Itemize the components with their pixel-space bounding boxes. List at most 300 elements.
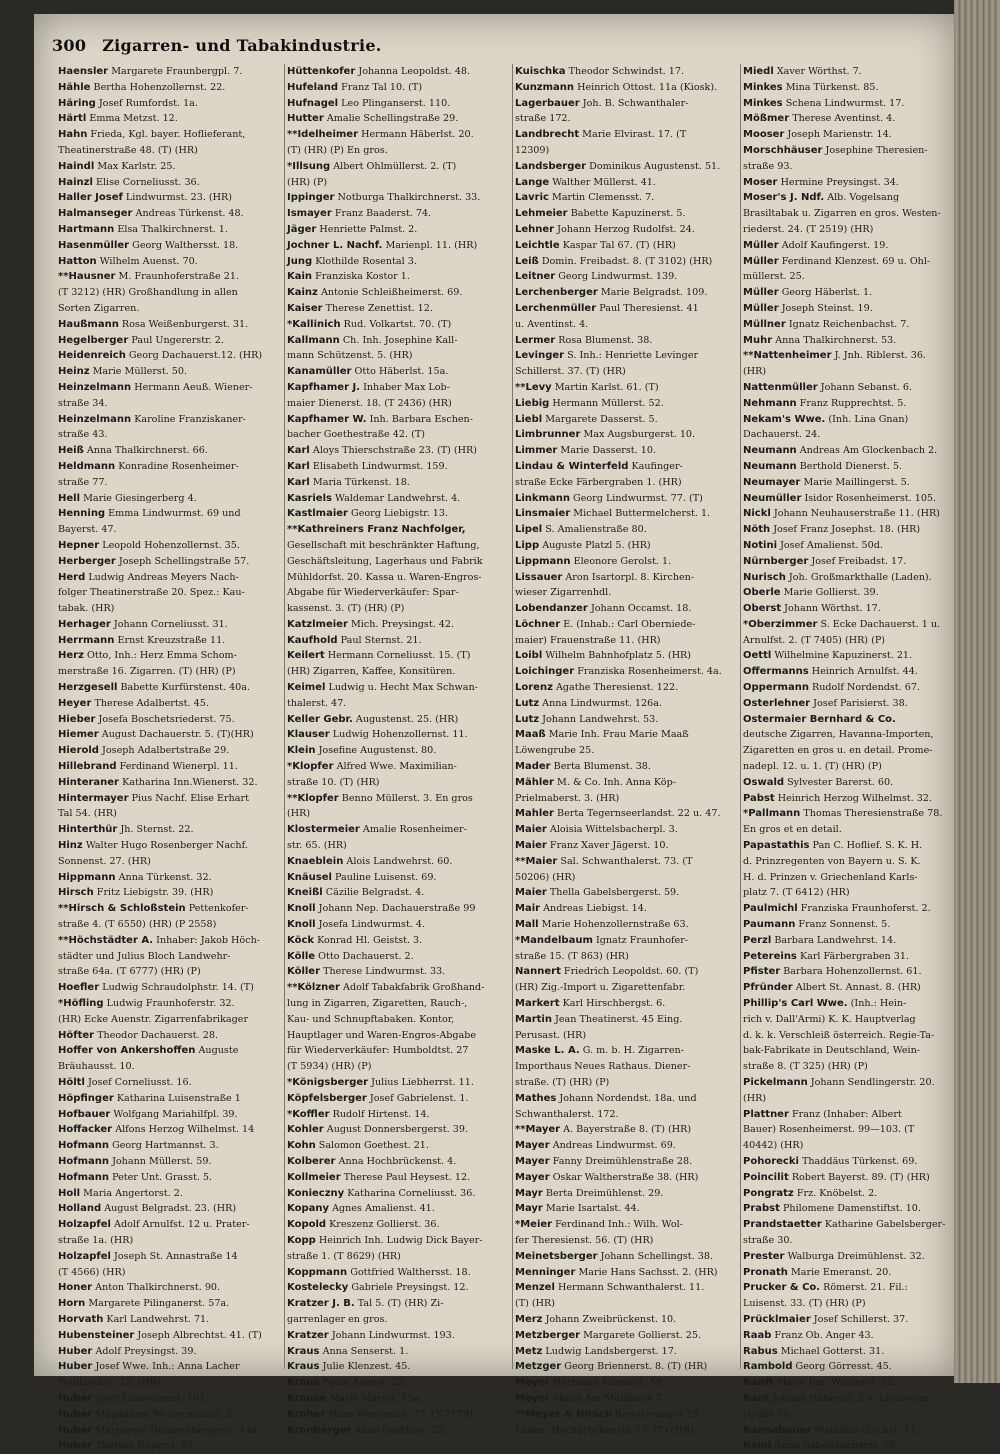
directory-entry xyxy=(285,475,507,491)
entry-name: Leiß xyxy=(515,255,539,267)
directory-entry xyxy=(513,964,735,980)
directory-entry xyxy=(285,917,507,933)
directory-entry xyxy=(741,917,963,933)
directory-entry xyxy=(741,1265,963,1281)
entry-name: Neumayer xyxy=(743,476,801,488)
entry-details: Pettenkofer- xyxy=(188,903,249,915)
directory-entry xyxy=(285,1186,507,1202)
entry-name: Nürnberger xyxy=(743,555,809,567)
entry-name: Nurisch xyxy=(743,571,786,583)
directory-entry xyxy=(285,1312,507,1328)
directory-entry xyxy=(741,727,963,743)
directory-entry xyxy=(513,269,735,285)
entry-details: Thomas Theresienstraße 78. xyxy=(803,808,943,820)
entry-details: Franz Baaderst. 74. xyxy=(334,208,432,220)
directory-entry xyxy=(513,1344,735,1360)
entry-name: Jung xyxy=(287,255,313,267)
entry-details: Kaspar Tal 67. (T) (HR) xyxy=(562,239,676,251)
directory-entry xyxy=(285,64,507,80)
directory-entry xyxy=(741,348,963,364)
directory-entry xyxy=(285,1170,507,1186)
entry-details: August Belgradst. 23. (HR) xyxy=(104,1203,237,1215)
entry-name: Neumüller xyxy=(743,492,802,504)
entry-details: Ludwig Fraunhoferstr. 32. xyxy=(106,998,235,1010)
entry-name: Hierold xyxy=(58,745,99,757)
entry-name: Kratzer xyxy=(287,1329,329,1341)
entry-details: Margarete Pilinganerst. 57a. xyxy=(88,1298,230,1310)
entry-details: Elisabeth Lindwurmst. 159. xyxy=(312,460,448,472)
entry-details: August Dachauerstr. 5. (T)(HR) xyxy=(101,729,254,741)
directory-entry xyxy=(56,1091,278,1107)
directory-entry xyxy=(741,1138,963,1154)
entry-details: Josef Amalienst. 50d. xyxy=(780,539,883,551)
entry-name: Heinz xyxy=(58,366,90,378)
entry-details: Tal 5. (T) (HR) Zi- xyxy=(357,1298,444,1310)
entry-name: Kallmann xyxy=(287,334,340,346)
directory-entry xyxy=(56,1375,278,1391)
directory-entry xyxy=(513,348,735,364)
entry-details: d. k. k. Verschleiß österreich. Regie-Ta- xyxy=(743,1029,935,1041)
directory-entry xyxy=(513,648,735,664)
directory-entry xyxy=(285,1217,507,1233)
directory-entry xyxy=(513,1391,735,1407)
entry-details: Pan C. Hoflief. S. K. H. xyxy=(812,840,923,852)
entry-details: Otto Dachauerst. 2. xyxy=(318,950,414,962)
directory-entry xyxy=(513,838,735,854)
entry-name: Hartmann xyxy=(58,223,115,235)
directory-entry xyxy=(741,522,963,538)
entry-name: Honer xyxy=(58,1282,93,1294)
entry-name: Hiemer xyxy=(58,729,99,741)
directory-entry xyxy=(285,585,507,601)
entry-name: Horvath xyxy=(58,1313,104,1325)
directory-entry xyxy=(741,1217,963,1233)
entry-name: Kölle xyxy=(287,950,316,962)
directory-entry xyxy=(513,633,735,649)
entry-name: **Mayer xyxy=(515,1124,561,1136)
entry-details: Thaddäus Türkenst. 69. xyxy=(801,1155,918,1167)
entry-details: Bertha Hohenzollernst. 22. xyxy=(93,81,226,93)
entry-name: Metzberger xyxy=(515,1329,581,1341)
directory-entry xyxy=(285,80,507,96)
directory-entry xyxy=(741,680,963,696)
entry-name: Herhager xyxy=(58,618,111,630)
directory-entry xyxy=(285,1407,507,1423)
directory-entry xyxy=(741,1344,963,1360)
entry-name: Levinger xyxy=(515,350,565,362)
directory-entry xyxy=(285,1249,507,1265)
entry-details: Johann Sendlingerstr. 20. xyxy=(810,1077,935,1088)
entry-details: Adolf Kaufingerst. 19. xyxy=(781,239,889,251)
entry-details: (HR) Ecke Auenstr. Zigarrenfabrikager xyxy=(58,1013,249,1025)
entry-name: Huber xyxy=(58,1392,93,1404)
entry-details: Karl Landwehrst. 71. xyxy=(106,1313,210,1325)
directory-entry xyxy=(56,364,278,380)
entry-details: Hauptlager und Waren-Engros-Abgabe xyxy=(287,1029,477,1041)
entry-details: En gros et en detail. xyxy=(743,824,842,836)
directory-entry xyxy=(513,1375,735,1391)
directory-entry xyxy=(285,427,507,443)
entry-details: Marie Dasserst. 10. xyxy=(560,445,657,457)
entry-details: straße 1. (T 8629) (HR) xyxy=(287,1250,401,1262)
directory-entry xyxy=(513,238,735,254)
directory-entry xyxy=(56,885,278,901)
entry-name: Mader xyxy=(515,761,551,773)
entry-details: Thella Gabelsbergerst. 59. xyxy=(549,887,680,899)
entry-details: rich v. Dall'Armi) K. K. Hauptverlag xyxy=(743,1013,916,1025)
directory-entry xyxy=(285,1391,507,1407)
directory-entry xyxy=(741,838,963,854)
directory-entry xyxy=(56,680,278,696)
entry-details: Franz Ob. Anger 43. xyxy=(774,1329,874,1341)
entry-name: Neumann xyxy=(743,445,797,457)
book-page-edge xyxy=(954,0,1000,1383)
directory-entry xyxy=(285,1344,507,1360)
entry-name: *Koffler xyxy=(287,1108,330,1120)
directory-entry xyxy=(513,1312,735,1328)
directory-entry xyxy=(56,380,278,396)
entry-details: Albert Ohlmüllerst. 2. (T) xyxy=(333,160,457,172)
entry-name: Kapfhamer J. xyxy=(287,381,361,393)
entry-name: Morschhäuser xyxy=(743,144,823,156)
entry-name: Hieber xyxy=(58,713,96,725)
entry-name: Kratzer J. B. xyxy=(287,1298,355,1310)
entry-details: Gabriele Preysingst. 12. xyxy=(351,1282,469,1294)
entry-name: Hoffer von Ankershoffen xyxy=(58,1045,196,1057)
entry-details: Aron Isartorpl. 8. Kirchen- xyxy=(565,571,695,583)
entry-details: Rudolf Hirtenst. 14. xyxy=(332,1108,430,1120)
directory-entry xyxy=(513,1328,735,1344)
entry-details: Katharine Gabelsberger- xyxy=(824,1219,946,1231)
entry-details: Tal 54. (HR) xyxy=(58,808,117,820)
entry-details: riederst. 24. (T 2519) (HR) xyxy=(743,223,874,235)
directory-entry xyxy=(741,254,963,270)
entry-name: Höfter xyxy=(58,1029,95,1041)
entry-details: (HR) xyxy=(287,808,311,820)
entry-details: Babette Kurfürstenst. 40a. xyxy=(120,682,251,694)
page-number: 300 xyxy=(52,36,87,55)
entry-details: M. Fraunhoferstraße 21. xyxy=(118,271,240,283)
entry-name: Mayer xyxy=(515,1140,550,1152)
directory-entry xyxy=(513,570,735,586)
directory-entry xyxy=(741,696,963,712)
entry-details: Perusast. (HR) xyxy=(515,1029,587,1041)
entry-details: Paul Sternst. 21. xyxy=(340,634,422,646)
directory-entry xyxy=(285,1043,507,1059)
entry-details: Heinrich Herzog Wilhelmst. 32. xyxy=(777,792,932,804)
directory-entry xyxy=(285,222,507,238)
directory-entry xyxy=(741,96,963,112)
entry-name: Mayer xyxy=(515,1171,550,1183)
entry-name: Heiß xyxy=(58,445,84,457)
entry-details: Marie Elvirast. 17. (T xyxy=(582,129,687,141)
directory-entry xyxy=(285,238,507,254)
entry-details: Johann Herzog Rudolfst. 24. xyxy=(557,223,695,235)
entry-name: Hahn xyxy=(58,129,88,141)
directory-entry xyxy=(513,254,735,270)
entry-name: Kaiser xyxy=(287,302,323,314)
entry-name: Hainzl xyxy=(58,176,93,188)
directory-entry xyxy=(56,1328,278,1344)
entry-name: Klein xyxy=(287,745,316,757)
entry-details: Josef Corneliusst. 16. xyxy=(87,1077,192,1088)
directory-entry xyxy=(741,1280,963,1296)
entry-name: Herz xyxy=(58,650,84,662)
directory-entry xyxy=(56,412,278,428)
entry-details: fer Theresienst. 56. (T) (HR) xyxy=(515,1234,654,1246)
entry-details: S. Ecke Dachauerst. 1 u. xyxy=(820,618,941,630)
entry-details: Lindwurmst. 23. (HR) xyxy=(125,192,232,204)
entry-name: Rant xyxy=(743,1392,770,1404)
entry-details: Mich. Preysingst. 42. xyxy=(350,618,455,630)
entry-details: Marie Giesingerberg 4. xyxy=(83,492,197,504)
entry-details: Michael Gotterst. 31. xyxy=(780,1345,885,1357)
directory-entry xyxy=(56,222,278,238)
entry-details: Margarete Donnersbergerst. 44a. xyxy=(95,1424,260,1436)
entry-name: Lindau & Winterfeld xyxy=(515,460,629,472)
directory-entry xyxy=(513,80,735,96)
entry-name: Häring xyxy=(58,97,96,109)
entry-details: Walter Hugo Rosenberger Nachf. xyxy=(85,840,248,852)
directory-entry xyxy=(513,1138,735,1154)
directory-entry xyxy=(741,1186,963,1202)
entry-name: Katzlmeier xyxy=(287,618,348,630)
entry-details: Hermann Aeuß. Wiener- xyxy=(134,381,253,393)
entry-details: Sonnenst. 27. (HR) xyxy=(58,855,151,867)
entry-details: Therese Bayerst. 57. xyxy=(95,1440,197,1452)
entry-details: straße 4. (T 6550) (HR) (P 2558) xyxy=(58,919,217,931)
entry-details: Franz Rupprechtst. 5. xyxy=(799,397,907,409)
entry-name: Löchner xyxy=(515,618,561,630)
entry-details: Katharina Inn.Wienerst. 32. xyxy=(122,776,258,788)
entry-name: Knaeblein xyxy=(287,855,344,867)
entry-name: Linsmaier xyxy=(515,508,571,520)
entry-name: Henning xyxy=(58,508,106,520)
entry-details: merstraße 16. Zigarren. (T) (HR) (P) xyxy=(58,666,236,678)
entry-details: (HR) xyxy=(743,366,767,378)
directory-entry xyxy=(285,522,507,538)
directory-entry xyxy=(56,1075,278,1091)
directory-entry xyxy=(513,301,735,317)
directory-entry xyxy=(56,1170,278,1186)
directory-entry xyxy=(513,1407,735,1423)
directory-entry xyxy=(741,980,963,996)
entry-name: Landsberger xyxy=(515,160,587,172)
entry-details: bak-Fabrikate in Deutschland, Wein- xyxy=(743,1045,921,1057)
directory-entry xyxy=(56,696,278,712)
directory-entry xyxy=(285,111,507,127)
directory-entry xyxy=(513,522,735,538)
entry-details: Alb. Vogelsang xyxy=(827,192,900,204)
directory-entry xyxy=(513,1217,735,1233)
directory-entry xyxy=(741,743,963,759)
entry-details: Margarete Dasserst. 5. xyxy=(545,413,658,425)
entry-details: Benno Müllerst. 3. En gros xyxy=(341,792,473,804)
directory-entry xyxy=(285,1375,507,1391)
directory-entry xyxy=(741,1391,963,1407)
directory-entry xyxy=(741,712,963,728)
entry-name: Limmer xyxy=(515,445,558,457)
entry-name: Petereins xyxy=(743,950,797,962)
entry-details: Wilhelm Bahnhofplatz 5. (HR) xyxy=(545,650,692,662)
entry-details: Alfons Herzog Wilhelmst. 14 xyxy=(115,1124,255,1136)
entry-name: Keller Gebr. xyxy=(287,713,353,725)
entry-name: Hüttenkofer xyxy=(287,66,356,77)
directory-entry xyxy=(741,1201,963,1217)
entry-name: Knäusel xyxy=(287,871,332,883)
entry-details: Rudolf Nordendst. 67. xyxy=(812,682,921,694)
directory-entry xyxy=(513,143,735,159)
entry-details: E. (Inhab.: Carl Oberniede- xyxy=(563,618,696,630)
entry-details: Therese Zenettist. 12. xyxy=(325,302,433,314)
directory-entry xyxy=(513,285,735,301)
entry-details: Alfred Wwe. Maximilian- xyxy=(336,761,457,773)
entry-details: Mathilde Glückst. 11. xyxy=(814,1424,920,1436)
entry-details: Karoline Franziskaner- xyxy=(134,413,246,425)
directory-entry xyxy=(56,175,278,191)
entry-details: Marie Müllerst. 50. xyxy=(92,366,188,378)
entry-name: Krause xyxy=(287,1392,327,1404)
directory-entry xyxy=(56,964,278,980)
entry-name: Prandstaetter xyxy=(743,1219,822,1231)
directory-entry xyxy=(513,1091,735,1107)
entry-name: *Kallinich xyxy=(287,318,341,330)
directory-entry xyxy=(56,254,278,270)
entry-name: Perzl xyxy=(743,934,772,946)
entry-details: Frz. Knöbelst. 2. xyxy=(796,1187,878,1199)
entry-details: Pauline Luisenst. 69. xyxy=(334,871,437,883)
directory-entry xyxy=(285,901,507,917)
entry-name: *Illsung xyxy=(287,160,331,172)
entry-details: 50206) (HR) xyxy=(515,871,576,883)
entry-name: Hufnagel xyxy=(287,97,339,109)
entry-name: Kain xyxy=(287,271,313,283)
entry-details: Emma Metzst. 12. xyxy=(89,113,178,125)
directory-entry xyxy=(56,570,278,586)
directory-entry xyxy=(285,696,507,712)
directory-entry xyxy=(513,980,735,996)
entry-details: für Wiederverkäufer: Humboldtst. 27 xyxy=(287,1045,469,1057)
entry-details: Johann Zweibrückenst. 10. xyxy=(545,1313,677,1325)
entry-details: Otto Häberlst. 15a. xyxy=(354,366,449,378)
entry-details: Isidor Rosenheimerst. 105. xyxy=(804,492,937,504)
entry-name: Maier xyxy=(515,824,547,836)
directory-entry xyxy=(56,743,278,759)
entry-details: Auguste xyxy=(198,1045,239,1057)
entry-details: Andreas Türkenst. 48. xyxy=(135,208,244,220)
entry-details: Julie Klenzest. 45. xyxy=(322,1361,411,1373)
entry-name: *Königsberger xyxy=(287,1077,369,1088)
directory-entry xyxy=(285,396,507,412)
entry-details: Katharina Luisenstraße 1 xyxy=(116,1092,241,1104)
directory-entry xyxy=(513,459,735,475)
entry-details: (T 3212) (HR) Großhandlung in allen xyxy=(58,287,238,299)
directory-entry xyxy=(56,554,278,570)
entry-details: Franziska Rosenheimerst. 4a. xyxy=(577,666,722,678)
entry-name: Oettl xyxy=(743,650,772,662)
entry-details: platz 7. (T 6412) (HR) xyxy=(743,887,850,899)
directory-entry xyxy=(513,1107,735,1123)
directory-entry xyxy=(741,570,963,586)
entry-details: Marie Gollierst. 39. xyxy=(783,587,879,599)
entry-details: Mühldorfst. 20. Kassa u. Waren-Engros- xyxy=(287,571,482,583)
directory-entry xyxy=(513,759,735,775)
directory-entry xyxy=(513,1059,735,1075)
directory-entry xyxy=(741,127,963,143)
entry-name: Huber xyxy=(58,1361,93,1373)
entry-details: Augustenst. 25. (HR) xyxy=(355,713,459,725)
directory-entry xyxy=(741,822,963,838)
directory-entry xyxy=(513,1075,735,1091)
entry-details: Löwengrube 25. xyxy=(515,745,595,757)
entry-details: Therese Lindwurmst. 33. xyxy=(323,966,446,978)
entry-name: Hell xyxy=(58,492,81,504)
entry-details: Maria Angertorst. 2. xyxy=(83,1187,183,1199)
entry-details: Ludwig u. Hecht Max Schwan- xyxy=(328,682,478,694)
entry-details: Ludwig Hohenzollernst. 11. xyxy=(332,729,468,741)
directory-entry xyxy=(285,412,507,428)
entry-name: Hofmann xyxy=(58,1171,109,1183)
directory-entry xyxy=(285,459,507,475)
directory-entry xyxy=(56,443,278,459)
directory-entry xyxy=(56,854,278,870)
entry-details: straße. (T) (HR) (P) xyxy=(515,1077,610,1088)
directory-entry xyxy=(56,870,278,886)
entry-name: Hatton xyxy=(58,255,97,267)
directory-entry xyxy=(56,190,278,206)
entry-details: thalerst. 47. xyxy=(287,697,347,709)
entry-details: Domin. Freibadst. 8. (T 3102) (HR) xyxy=(541,255,713,267)
entry-name: *Klopfer xyxy=(287,761,334,773)
directory-entry xyxy=(285,1107,507,1123)
directory-entry xyxy=(285,633,507,649)
entry-details: Josef Rumfordst. 1a. xyxy=(98,97,198,109)
entry-name: **Klopfer xyxy=(287,792,339,804)
entry-details: (T 4566) (HR) xyxy=(58,1266,126,1278)
entry-details: straße 8. (T 325) (HR) (P) xyxy=(743,1061,868,1073)
entry-details: Johann Landwehrst. 53. xyxy=(542,713,659,725)
entry-details: Franziska Fraunhoferst. 2. xyxy=(800,903,931,915)
entry-details: Antonie Schleißheimerst. 69. xyxy=(320,287,463,299)
directory-entry xyxy=(285,1012,507,1028)
directory-entry xyxy=(741,1122,963,1138)
entry-details: Notburga Thalkirchnerst. 33. xyxy=(337,192,481,204)
directory-entry xyxy=(56,427,278,443)
directory-entry xyxy=(741,190,963,206)
directory-entry xyxy=(56,1107,278,1123)
entry-name: Holzapfel xyxy=(58,1219,111,1231)
entry-name: Ippinger xyxy=(287,192,335,204)
directory-entry xyxy=(513,854,735,870)
entry-name: Heinzelmann xyxy=(58,381,132,393)
directory-entry xyxy=(56,491,278,507)
entry-details: Luisenst. 33. (T) (HR) (P) xyxy=(743,1298,866,1310)
entry-name: Mayr xyxy=(515,1203,543,1215)
entry-details: Joh. Großmarkthalle (Laden). xyxy=(788,571,932,583)
entry-name: **Levy xyxy=(515,381,552,393)
directory-entry xyxy=(513,64,735,80)
directory-entry xyxy=(741,1438,963,1454)
directory-entry xyxy=(285,743,507,759)
directory-entry xyxy=(285,1359,507,1375)
directory-entry xyxy=(513,1028,735,1044)
entry-details: Andreas Lindwurmst. 69. xyxy=(552,1140,676,1152)
entry-details: J. Jnh. Riblerst. 36. xyxy=(834,350,926,362)
directory-entry xyxy=(513,333,735,349)
directory-entry xyxy=(56,459,278,475)
directory-entry xyxy=(56,238,278,254)
entry-name: Pfister xyxy=(743,966,781,978)
